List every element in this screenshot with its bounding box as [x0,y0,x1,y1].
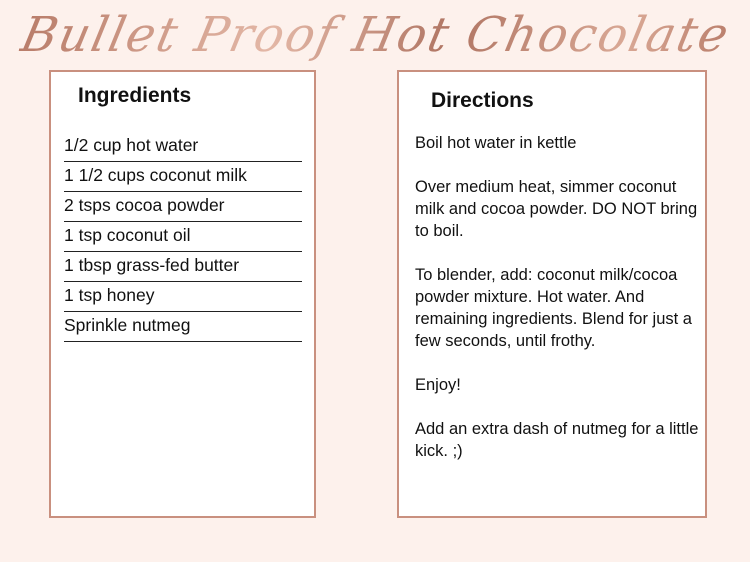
page-title: Bullet Proof Hot Chocolate [15,4,740,66]
direction-step: Enjoy! [415,376,461,394]
direction-step: To blender, add: coconut milk/cocoa powder mixture. Hot water. And remaining ingredients. Blend for just a few seconds, until frothy. [415,266,692,350]
ingredients-card [49,70,316,518]
direction-step: Add an extra dash of nutmeg for a little kick. ;) [415,420,699,460]
ingredients-heading: Ingredients [78,84,192,107]
ingredient-item: Sprinkle nutmeg [64,312,302,342]
ingredient-item: 1 tbsp grass-fed butter [64,252,302,282]
direction-step: Boil hot water in kettle [415,134,577,152]
ingredient-item: 2 tsps cocoa powder [64,192,302,222]
ingredient-item: 1 1/2 cups coconut milk [64,162,302,192]
ingredient-item: 1/2 cup hot water [64,132,302,162]
ingredient-item: 1 tsp honey [64,282,302,312]
direction-step: Over medium heat, simmer coconut milk and cocoa powder. DO NOT bring to boil. [415,178,698,240]
directions-heading: Directions [431,89,534,112]
ingredient-item: 1 tsp coconut oil [64,222,302,252]
direction-steps [415,132,707,484]
ingredient-list [64,132,302,342]
directions-card [397,70,707,518]
